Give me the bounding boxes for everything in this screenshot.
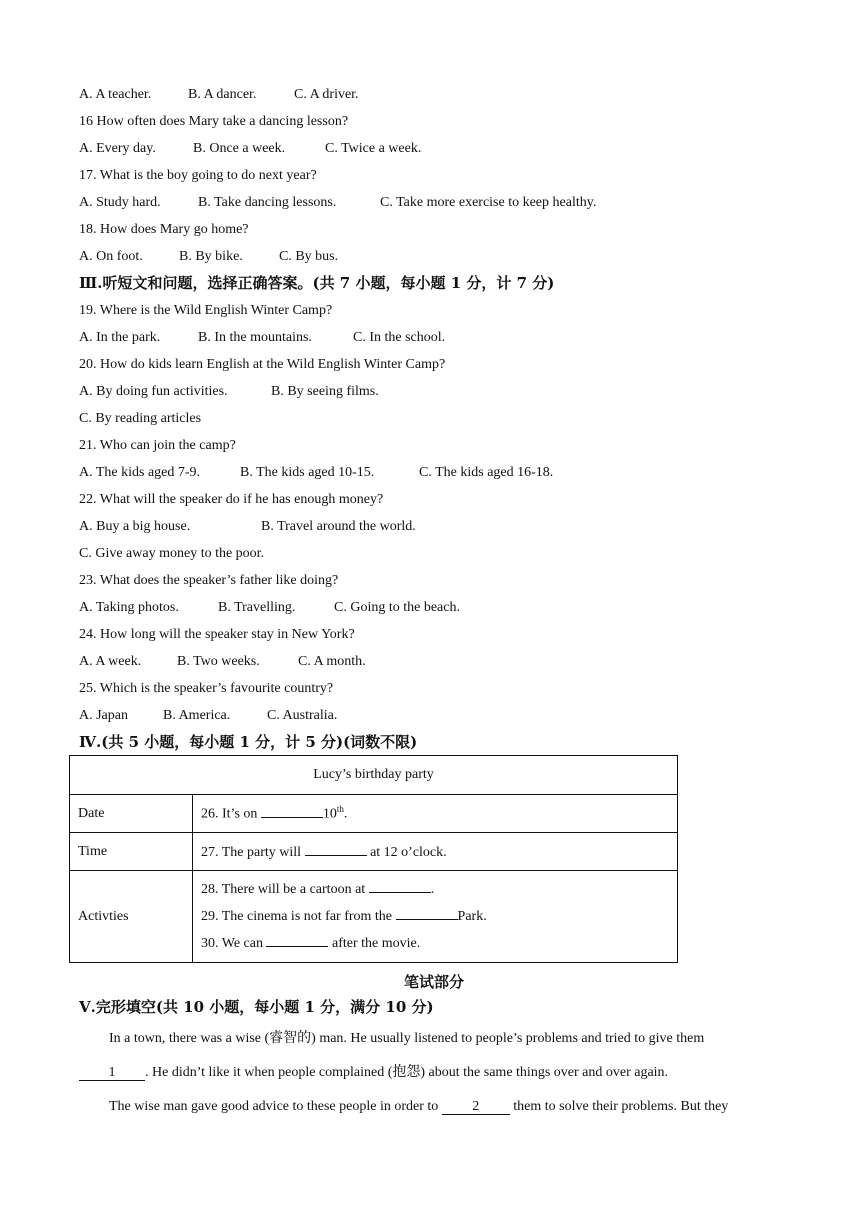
question-22: 22. What will the speaker do if he has enough money? — [79, 492, 384, 507]
blank-29[interactable] — [396, 907, 458, 920]
option-a: A. Taking photos. — [79, 600, 179, 615]
blank-27[interactable] — [305, 843, 367, 856]
row-label-time: Time — [70, 833, 193, 871]
row-label-date: Date — [70, 795, 193, 833]
row-time-content: 27. The party will at 12 o’clock. — [193, 833, 678, 871]
option-a: A. By doing fun activities. — [79, 384, 228, 399]
question-22-option-c: C. Give away money to the poor. — [79, 546, 265, 561]
option-a: A. A week. — [79, 654, 142, 669]
question-20-options — [79, 383, 379, 401]
activity-29: 29. The cinema is not far from the Park. — [201, 909, 487, 924]
blank-28[interactable] — [369, 880, 431, 893]
option-b: B. The kids aged 10-15. — [240, 465, 375, 480]
option-b: B. Two weeks. — [177, 654, 260, 669]
row-activities-content — [193, 871, 678, 963]
option-b: B. Travelling. — [218, 600, 296, 615]
option-a: A. Buy a big house. — [79, 519, 191, 534]
birthday-party-table — [69, 755, 678, 963]
option-a: A. Every day. — [79, 141, 156, 156]
question-24-options — [79, 653, 366, 671]
question-17-options — [79, 194, 596, 212]
question-16-options — [79, 140, 421, 158]
option-a: A. The kids aged 7-9. — [79, 465, 201, 480]
question-24: 24. How long will the speaker stay in New York? — [79, 627, 355, 642]
option-c: C. A driver. — [294, 87, 359, 102]
section-4-heading: Ⅳ.(共 5 小题，每小题 1 分，计 5 分)(词数不限) — [79, 733, 418, 751]
option-a: A. A teacher. — [79, 87, 152, 102]
question-18: 18. How does Mary go home? — [79, 222, 249, 237]
option-c: C. Take more exercise to keep healthy. — [380, 195, 597, 210]
option-a: A. Japan — [79, 708, 128, 723]
option-c: C. Twice a week. — [325, 141, 422, 156]
option-c: C. The kids aged 16-18. — [419, 465, 554, 480]
option-c: C. Going to the beach. — [334, 600, 460, 615]
question-19-options — [79, 329, 445, 347]
question-20-option-c: C. By reading articles — [79, 411, 202, 426]
option-a: A. Study hard. — [79, 195, 161, 210]
question-18-options — [79, 248, 338, 266]
option-a: A. On foot. — [79, 249, 143, 264]
option-c: C. A month. — [298, 654, 366, 669]
cloze-paragraph-1-line-1: In a town, there was a wise (睿智的) man. He usually listened to people’s problems and tried to give them — [109, 1031, 705, 1046]
option-b: B. Once a week. — [193, 141, 286, 156]
cloze-paragraph-2-line-1: The wise man gave good advice to these people in order to 2 them to solve their problems. But they — [109, 1099, 729, 1114]
option-b: B. America. — [163, 708, 231, 723]
row-label-activities: Activties — [70, 871, 193, 963]
row-date-content: 26. It’s on 10th. — [193, 795, 678, 833]
option-c: C. By bus. — [279, 249, 339, 264]
option-a: A. In the park. — [79, 330, 161, 345]
option-b: B. A dancer. — [188, 87, 257, 102]
written-part-title: 笔试部分 — [403, 973, 464, 991]
option-c: C. Australia. — [267, 708, 338, 723]
question-25: 25. Which is the speaker’s favourite country? — [79, 681, 334, 696]
option-b: B. Take dancing lessons. — [198, 195, 337, 210]
activity-28: 28. There will be a cartoon at . — [201, 882, 435, 897]
question-16: 16 How often does Mary take a dancing lesson? — [79, 114, 349, 129]
question-21: 21. Who can join the camp? — [79, 438, 236, 453]
cloze-blank-2[interactable]: 2 — [442, 1099, 510, 1115]
blank-26[interactable] — [261, 805, 323, 818]
option-b: B. In the mountains. — [198, 330, 312, 345]
cloze-blank-1[interactable]: 1 — [79, 1065, 145, 1081]
section-3-heading: Ⅲ.听短文和问题，选择正确答案。(共 7 小题，每小题 1 分，计 7 分) — [79, 274, 555, 292]
table-title: Lucy’s birthday party — [70, 756, 678, 795]
question-21-options — [79, 464, 553, 482]
question-15-options — [79, 86, 359, 104]
question-17: 17. What is the boy going to do next year? — [79, 168, 317, 183]
question-19: 19. Where is the Wild English Winter Camp? — [79, 303, 333, 318]
question-23-options — [79, 599, 460, 617]
option-c: C. In the school. — [353, 330, 446, 345]
question-22-options — [79, 518, 416, 536]
question-20: 20. How do kids learn English at the Wild English Winter Camp? — [79, 357, 446, 372]
activity-30: 30. We can after the movie. — [201, 936, 421, 951]
blank-30[interactable] — [266, 934, 328, 947]
option-b: B. Travel around the world. — [261, 519, 416, 534]
question-25-options — [79, 707, 337, 725]
option-b: B. By seeing films. — [271, 384, 379, 399]
section-5-heading: Ⅴ.完形填空(共 10 小题，每小题 1 分，满分 10 分) — [79, 998, 434, 1016]
question-23: 23. What does the speaker’s father like doing? — [79, 573, 339, 588]
cloze-paragraph-1-line-2: 1 . He didn’t like it when people complained (抱怨) about the same things over and over again. — [79, 1064, 793, 1082]
option-b: B. By bike. — [179, 249, 243, 264]
